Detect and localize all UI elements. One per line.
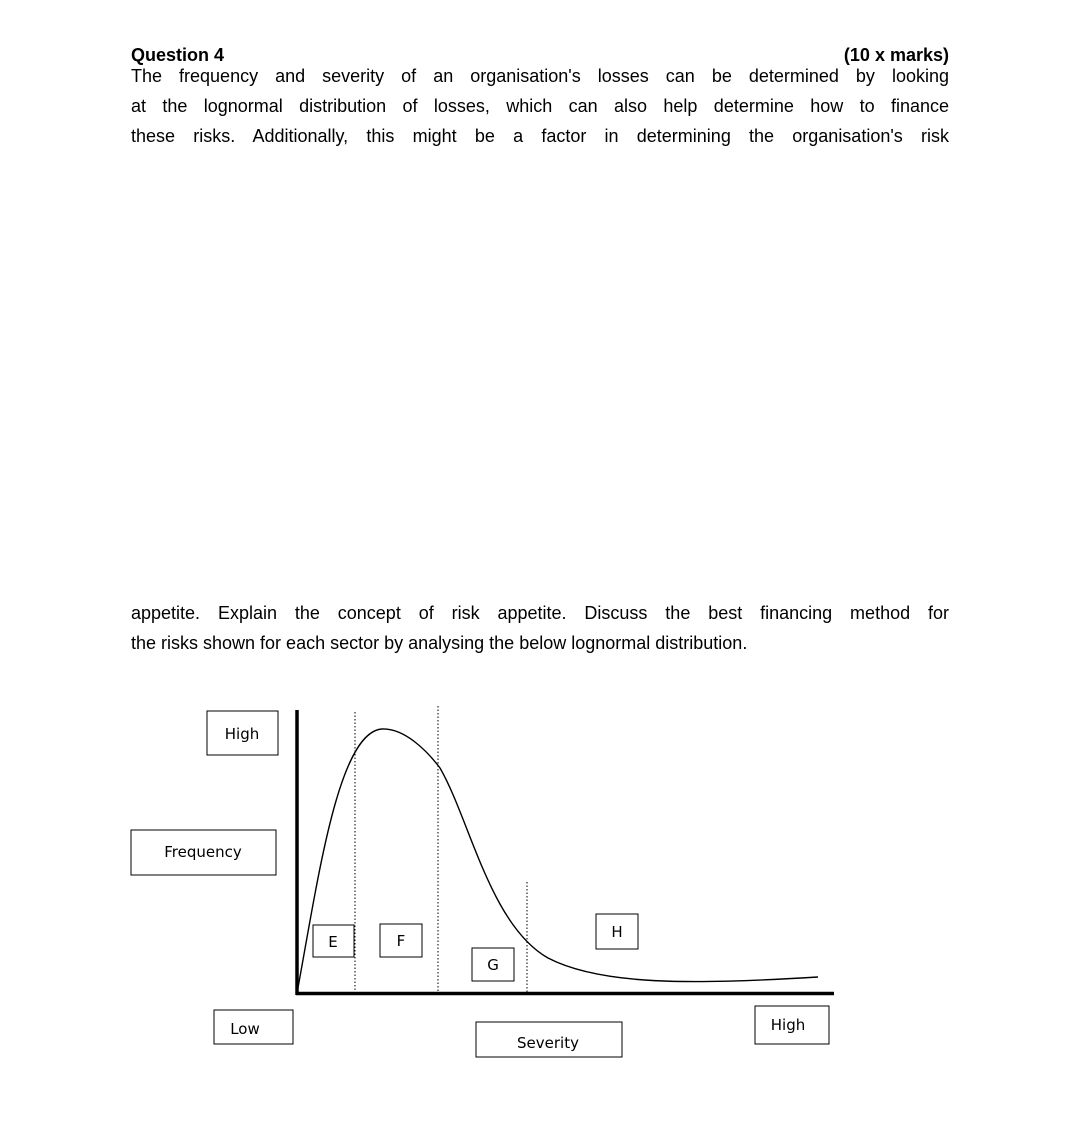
sector-e-label: E bbox=[328, 933, 338, 951]
frequency-label: Frequency bbox=[164, 843, 242, 861]
frequency-label-box bbox=[131, 830, 276, 875]
x-high-label-box bbox=[755, 1006, 829, 1044]
paragraph-line: The frequency and severity of an organisation's losses can be determined by looking bbox=[131, 66, 949, 86]
x-low-label: Low bbox=[230, 1020, 260, 1038]
sector-e-box bbox=[313, 925, 354, 957]
lognormal-curve bbox=[297, 729, 818, 993]
question-title: Question 4 bbox=[131, 45, 225, 65]
severity-label: Severity bbox=[517, 1034, 579, 1052]
x-high-label: High bbox=[770, 1016, 806, 1034]
paragraph-line: at the lognormal distribution of losses, which can also help determine how to finance bbox=[131, 96, 949, 116]
severity-label-box bbox=[476, 1022, 622, 1057]
sector-h-label: H bbox=[611, 923, 623, 941]
sector-g-box bbox=[472, 948, 514, 981]
y-high-label: High bbox=[224, 725, 260, 743]
sector-f-label: F bbox=[396, 932, 406, 950]
paragraph-line: these risks. Additionally, this might be a factor in determining the organisation's risk bbox=[131, 126, 949, 146]
question-marks: (10 x marks) bbox=[843, 45, 949, 65]
paragraph-line: the risks shown for each sector by analysing the below lognormal distribution. bbox=[131, 633, 748, 653]
x-low-label-box bbox=[214, 1010, 293, 1044]
paragraph-line: appetite. Explain the concept of risk appetite. Discuss the best financing method for bbox=[131, 603, 949, 623]
y-high-label-box bbox=[207, 711, 278, 755]
sector-h-box bbox=[596, 914, 638, 949]
sector-g-label: G bbox=[487, 956, 499, 974]
sector-f-box bbox=[380, 924, 422, 957]
